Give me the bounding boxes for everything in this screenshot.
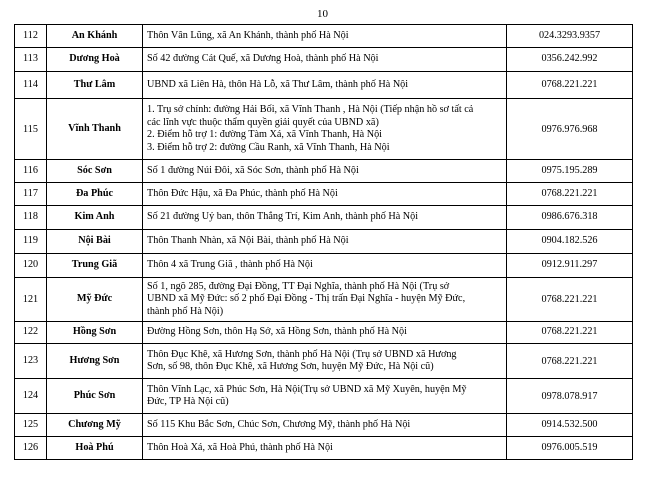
address-line: thành phố Hà Nội) [147, 305, 224, 317]
commune-name: Thư Lâm [47, 72, 143, 99]
table-row [15, 344, 633, 379]
address-line: Sơn, số 98, thôn Đục Khê, xã Hương Sơn, huyện Mỹ Đức, Hà Nội cũ) [147, 361, 434, 372]
commune-name: Hoà Phú [47, 437, 143, 460]
address-line: 3. Điểm hỗ trợ 2: đường Cầu Ranh, xã Vĩnh Thanh, Hà Nội [147, 141, 390, 153]
row-number: 114 [15, 72, 47, 99]
commune-name: Đa Phúc [47, 183, 143, 206]
commune-name: An Khánh [47, 25, 143, 48]
address-line: các lĩnh vực thuộc thẩm quyền giải quyết của UBND xã) [147, 116, 379, 128]
address-line: Số 1 đường Núi Đôi, xã Sóc Sơn, thành phố Hà Nội [147, 164, 359, 176]
phone-number: 0768.221.221 [507, 278, 633, 322]
row-number: 116 [15, 160, 47, 183]
office-address [143, 160, 507, 183]
phone-number: 0986.676.318 [507, 206, 633, 230]
table-row [15, 379, 633, 414]
office-address [143, 25, 507, 48]
row-number: 120 [15, 254, 47, 278]
address-line: 1. Trụ sở chính: đường Hải Bối, xã Vĩnh Thanh , Hà Nội (Tiếp nhận hồ sơ tất cả [147, 104, 474, 115]
commune-name: Mỹ Đức [47, 278, 143, 322]
address-line: Đức, TP Hà Nội cũ) [147, 396, 229, 407]
row-number: 126 [15, 437, 47, 460]
phone-number: 0768.221.221 [507, 72, 633, 99]
commune-name: Kim Anh [47, 206, 143, 230]
address-line: Số 115 Khu Bắc Sơn, Chúc Sơn, Chương Mỹ, thành phố Hà Nội [147, 418, 411, 430]
phone-number: 0976.976.968 [507, 99, 633, 160]
office-address [143, 254, 507, 278]
commune-name: Sóc Sơn [47, 160, 143, 183]
row-number: 122 [15, 322, 47, 344]
office-address [143, 379, 507, 414]
address-line: Thôn Thanh Nhàn, xã Nội Bài, thành phố Hà Nội [147, 235, 349, 247]
row-number: 115 [15, 99, 47, 160]
commune-name: Hương Sơn [47, 344, 143, 379]
phone-number: 0768.221.221 [507, 344, 633, 379]
row-number: 112 [15, 25, 47, 48]
table-row [15, 206, 633, 230]
table-row [15, 25, 633, 48]
address-line: UBND xã Mỹ Đức: số 2 phố Đại Đồng - Thị trấn Đại Nghĩa - huyện Mỹ Đức, [147, 293, 466, 305]
commune-name: Dương Hoà [47, 48, 143, 72]
address-line: UBND xã Liên Hà, thôn Hà Lỗ, xã Thư Lâm, thành phố Hà Nội [147, 78, 409, 90]
office-address [143, 414, 507, 437]
row-number: 124 [15, 379, 47, 414]
table-row [15, 254, 633, 278]
office-address [143, 48, 507, 72]
phone-number: 0912.911.297 [507, 254, 633, 278]
phone-number: 0356.242.992 [507, 48, 633, 72]
table-body [15, 25, 633, 460]
commune-name: Hồng Sơn [47, 322, 143, 344]
phone-number: 0914.532.500 [507, 414, 633, 437]
phone-number: 0768.221.221 [507, 322, 633, 344]
phone-number: 0978.078.917 [507, 379, 633, 414]
row-number: 119 [15, 230, 47, 254]
table-row [15, 99, 633, 160]
row-number: 121 [15, 278, 47, 322]
office-address [143, 278, 507, 322]
commune-name: Vĩnh Thanh [47, 99, 143, 160]
page-number: 10 [317, 8, 328, 20]
address-line: Số 21 đường Uỷ ban, thôn Thắng Trí, Kim Anh, thành phố Hà Nội [147, 211, 419, 223]
phone-number: 0904.182.526 [507, 230, 633, 254]
office-address [143, 99, 507, 160]
office-address [143, 206, 507, 230]
commune-name: Trung Giã [47, 254, 143, 278]
commune-name: Chương Mỹ [47, 414, 143, 437]
office-address [143, 230, 507, 254]
commune-name: Nội Bài [47, 230, 143, 254]
office-address [143, 183, 507, 206]
row-number: 123 [15, 344, 47, 379]
table-row [15, 437, 633, 460]
commune-office-table [14, 24, 633, 460]
address-line: Thôn 4 xã Trung Giã , thành phố Hà Nội [147, 259, 313, 271]
office-address [143, 344, 507, 379]
address-line: Thôn Hoà Xá, xã Hoà Phú, thành phố Hà Nội [147, 441, 333, 453]
address-line: Đường Hồng Sơn, thôn Hạ Sở, xã Hồng Sơn, thành phố Hà Nội [147, 326, 407, 338]
phone-number: 0975.195.289 [507, 160, 633, 183]
address-line: Thôn Đục Khê, xã Hương Sơn, thành phố Hà Nội (Trụ sở UBND xã Hương [147, 348, 457, 360]
phone-number: 024.3293.9357 [507, 25, 633, 48]
row-number: 113 [15, 48, 47, 72]
office-address [143, 72, 507, 99]
row-number: 117 [15, 183, 47, 206]
table-row [15, 72, 633, 99]
row-number: 118 [15, 206, 47, 230]
address-line: Thôn Vân Lũng, xã An Khánh, thành phố Hà Nội [147, 29, 349, 41]
row-number: 125 [15, 414, 47, 437]
table-row [15, 160, 633, 183]
phone-number: 0976.005.519 [507, 437, 633, 460]
office-address [143, 322, 507, 344]
address-line: Số 42 đường Cát Quế, xã Dương Hoà, thành phố Hà Nội [147, 53, 379, 65]
office-address [143, 437, 507, 460]
table-row [15, 414, 633, 437]
address-line: Số 1, ngõ 285, đường Đại Đồng, TT Đại Nghĩa, thành phố Hà Nội (Trụ sở [147, 280, 450, 292]
commune-name: Phúc Sơn [47, 379, 143, 414]
table-row [15, 230, 633, 254]
table-row [15, 278, 633, 322]
address-line: 2. Điểm hỗ trợ 1: đường Tàm Xá, xã Vĩnh Thanh, Hà Nội [147, 129, 383, 140]
table-row [15, 322, 633, 344]
phone-number: 0768.221.221 [507, 183, 633, 206]
address-line: Thôn Vĩnh Lạc, xã Phúc Sơn, Hà Nội(Trụ sở UBND xã Mỹ Xuyên, huyện Mỹ [147, 383, 467, 395]
table-row [15, 48, 633, 72]
address-line: Thôn Đức Hậu, xã Đa Phúc, thành phố Hà Nội [147, 187, 338, 199]
table-row [15, 183, 633, 206]
